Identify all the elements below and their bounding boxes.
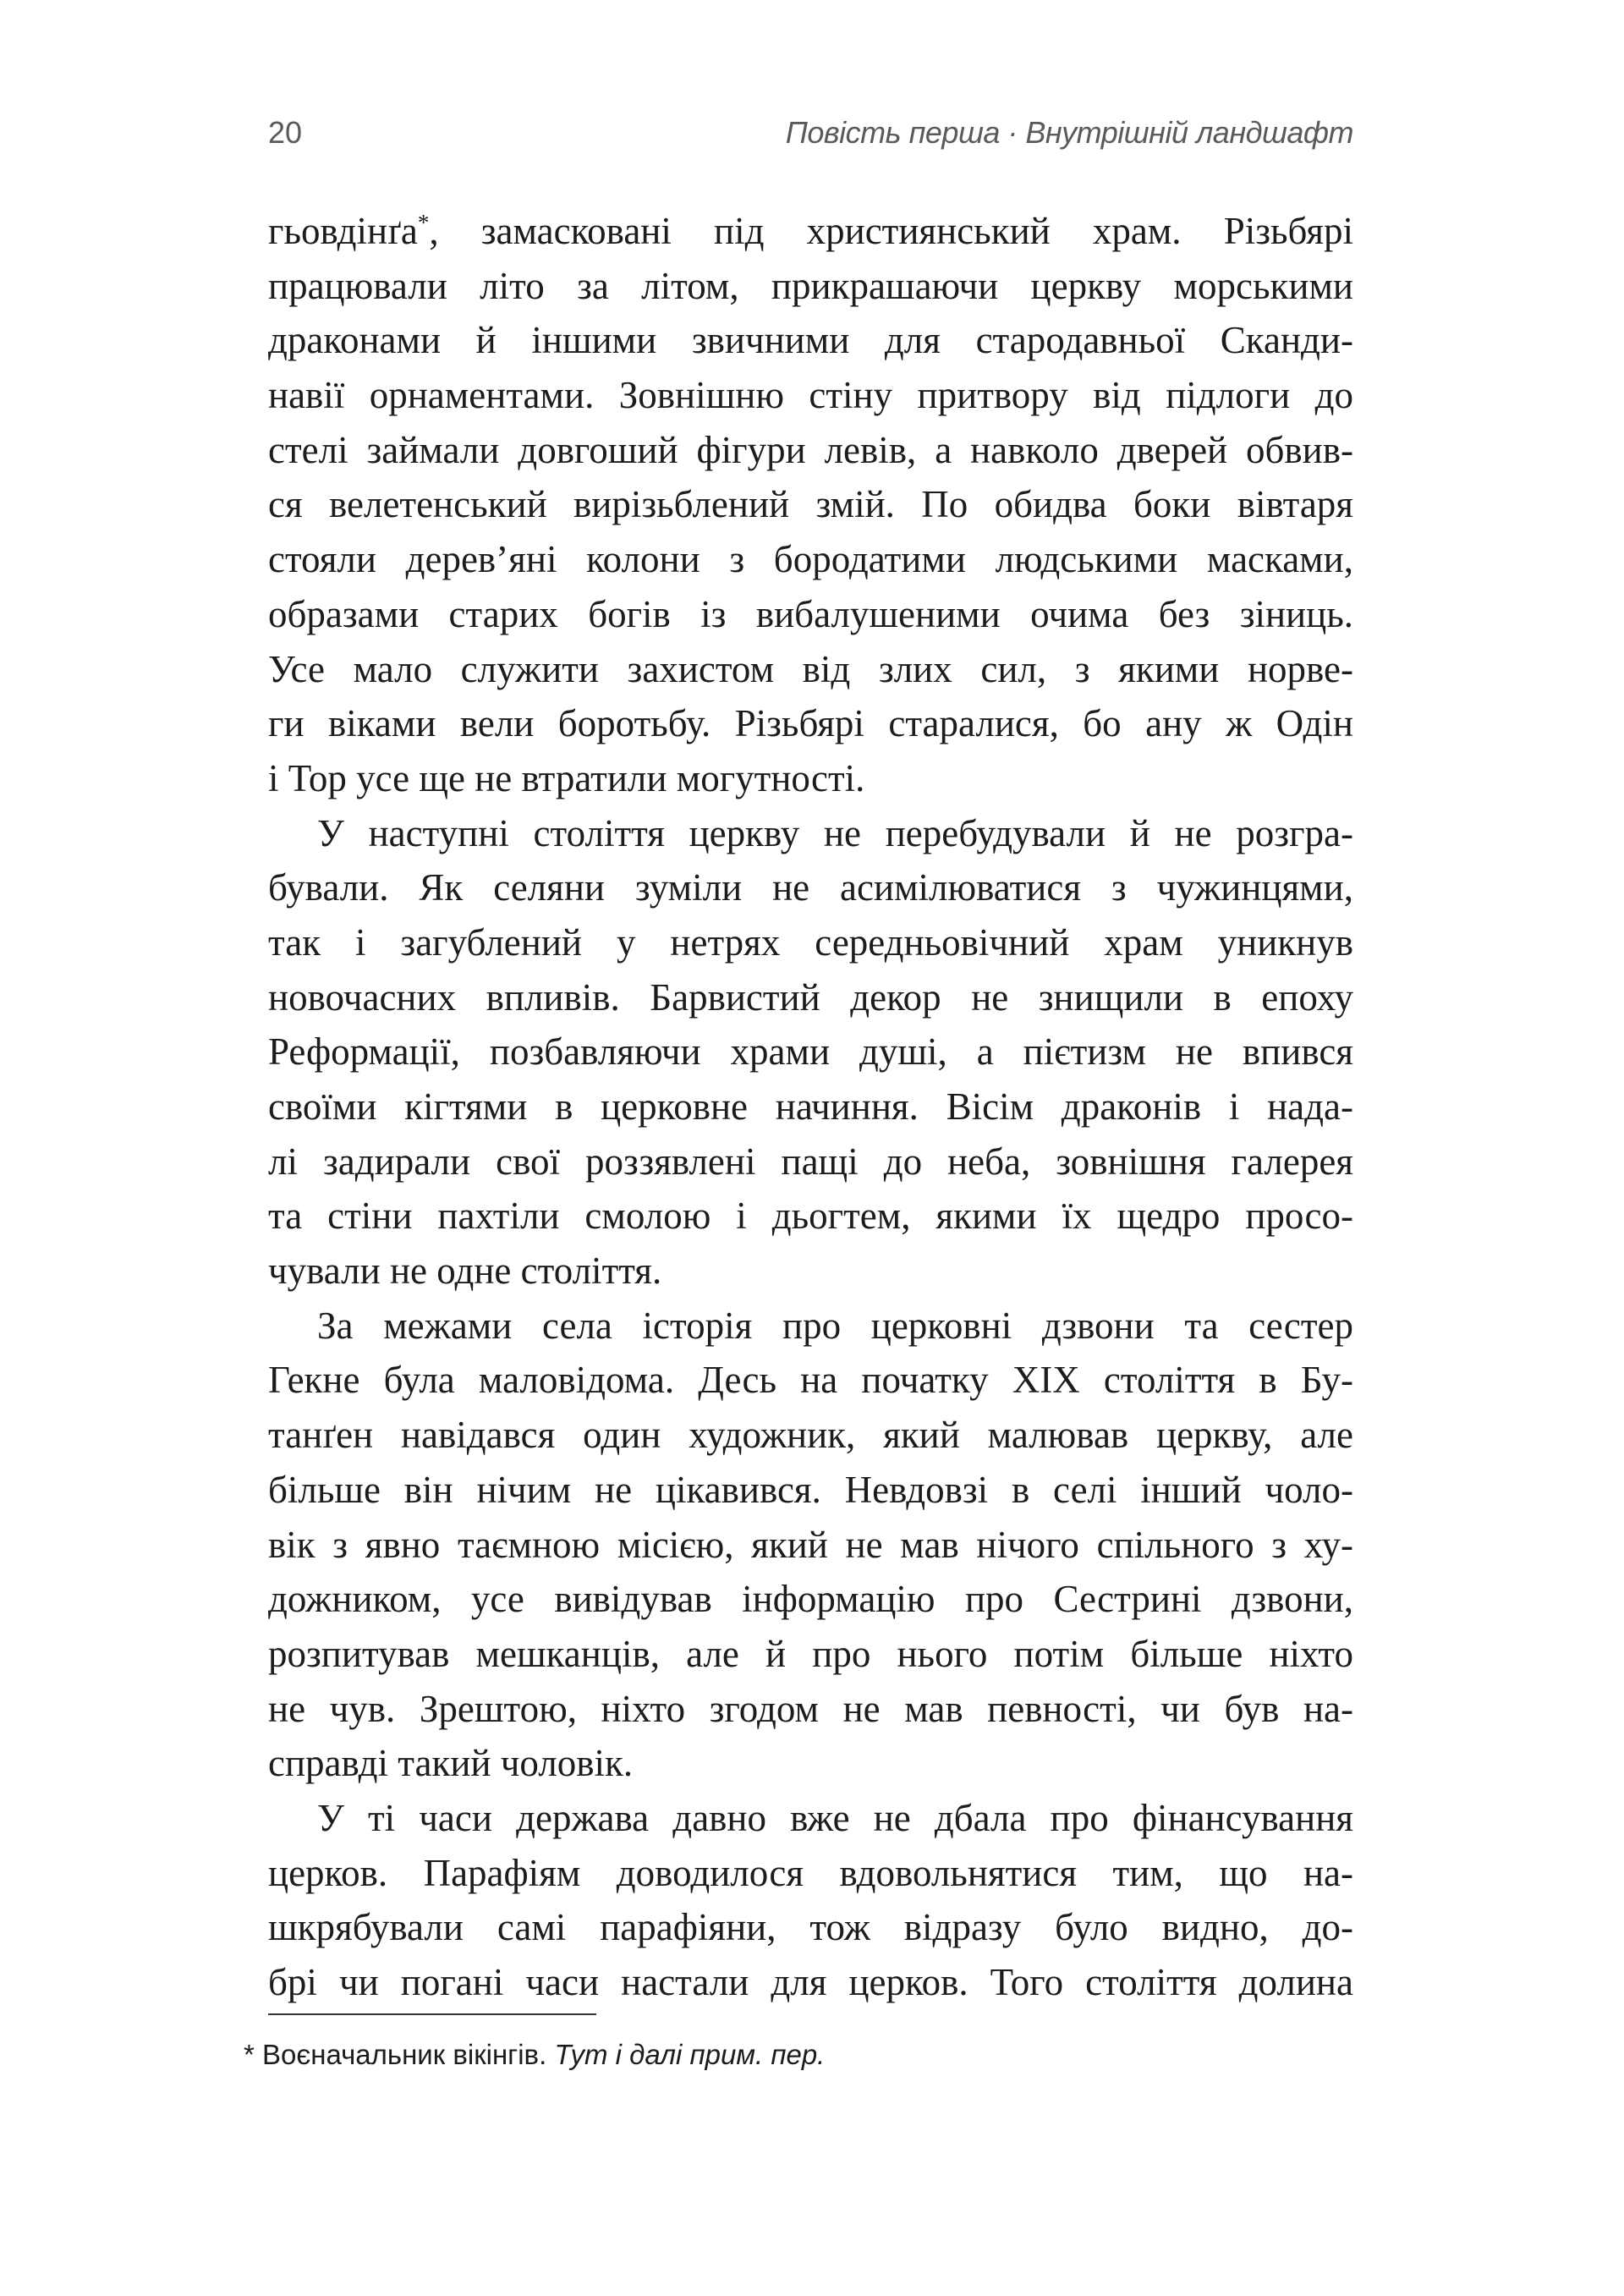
running-title: Повість перша · Внутрішній ландшафт bbox=[785, 115, 1353, 150]
text-line: чували не одне століття. bbox=[268, 1250, 662, 1293]
text-line: гьовдінґа*, замасковані під християнський храм. Різьбярі bbox=[268, 210, 1353, 252]
text-line: ги віками вели боротьбу. Різьбярі старалися, бо ану ж Одін bbox=[268, 702, 1353, 745]
text-line: справді такий чоловік. bbox=[268, 1742, 634, 1785]
text-line: дожником, усе вивідував інформацію про Сестрині дзвони, bbox=[268, 1578, 1353, 1621]
text-line: танґен навідався один художник, який малював церкву, але bbox=[268, 1414, 1353, 1457]
text-line: не чув. Зрештою, ніхто згодом не мав певності, чи був на- bbox=[268, 1687, 1353, 1730]
text-line: шкрябували самі парафіяни, тож відразу було видно, до- bbox=[268, 1906, 1353, 1949]
text-line: образами старих богів із вибалушеними очима без зіниць. bbox=[268, 592, 1353, 635]
text-line: У ті часи держава давно вже не дбала про фінансування bbox=[317, 1796, 1353, 1839]
page-number: 20 bbox=[268, 115, 303, 150]
text-line: працювали літо за літом, прикрашаючи церкву морськими bbox=[268, 264, 1353, 307]
text-line: своїми кігтями в церковне начиння. Вісім драконів і нада- bbox=[268, 1085, 1353, 1128]
text-line: драконами й іншими звичними для стародавньої Сканди- bbox=[268, 319, 1353, 362]
text-line: та стіни пахтіли смолою і дьогтем, якими їх щедро просо- bbox=[268, 1195, 1353, 1238]
text-line: Гекне була маловідома. Десь на початку XIX століття в Бу- bbox=[268, 1359, 1353, 1402]
text-line: Реформації, позбавляючи храми душі, а пієтизм не впився bbox=[268, 1030, 1353, 1074]
footnote-reference: * bbox=[417, 210, 430, 235]
text-line: новочасних впливів. Барвистий декор не знищили в епоху bbox=[268, 975, 1353, 1019]
text-line: ся велетенський вирізьблений змій. По обидва боки вівтаря bbox=[268, 483, 1353, 526]
text-line: церков. Парафіям доводилося вдовольнятися тим, що на- bbox=[268, 1851, 1353, 1894]
text-line: і Тор усе ще не втратили могутності. bbox=[268, 756, 865, 799]
text-line: розпитував мешканців, але й про нього потім більше ніхто bbox=[268, 1632, 1353, 1675]
text-line: навії орнаментами. Зовнішню стіну притвору від підлоги до bbox=[268, 374, 1353, 417]
text-line: У наступні століття церкву не перебудували й не розгра- bbox=[317, 811, 1353, 854]
footnote-marker: * bbox=[244, 2039, 255, 2070]
paragraph bbox=[268, 204, 1353, 806]
paragraph bbox=[268, 1299, 1353, 1791]
footnote-text: Воєначальник вікінгів. bbox=[262, 2039, 547, 2070]
running-header bbox=[268, 115, 1353, 157]
footnote-divider bbox=[268, 2013, 596, 2015]
paragraph bbox=[268, 1791, 1353, 2010]
text-line: вік з явно таємною місією, який не мав нічого спільного з ху- bbox=[268, 1523, 1353, 1566]
text-line: брі чи погані часи настали для церков. Того століття долина bbox=[268, 1961, 1353, 2003]
footnote-translator-note: Тут і далі прим. пер. bbox=[554, 2039, 826, 2070]
footnote bbox=[244, 2039, 825, 2071]
text-line: Усе мало служити захистом від злих сил, з якими норве- bbox=[268, 647, 1353, 690]
text-line: стояли дерев’яні колони з бородатими людськими масками, bbox=[268, 538, 1353, 581]
text-line: бували. Як селяни зуміли не асимілюватися з чужинцями, bbox=[268, 866, 1353, 909]
paragraph bbox=[268, 806, 1353, 1299]
text-line: За межами села історія про церковні дзвони та сестер bbox=[317, 1304, 1353, 1347]
text-line: лі задирали свої роззявлені пащі до неба, зовнішня галерея bbox=[268, 1140, 1353, 1183]
text-line: так і загублений у нетрях середньовічний храм уникнув bbox=[268, 920, 1353, 964]
text-line: стелі займали довгоший фігури левів, а навколо дверей обвив- bbox=[268, 428, 1353, 471]
text-line: більше він нічим не цікавився. Невдовзі в селі інший чоло- bbox=[268, 1468, 1353, 1511]
body-text bbox=[268, 204, 1353, 2010]
